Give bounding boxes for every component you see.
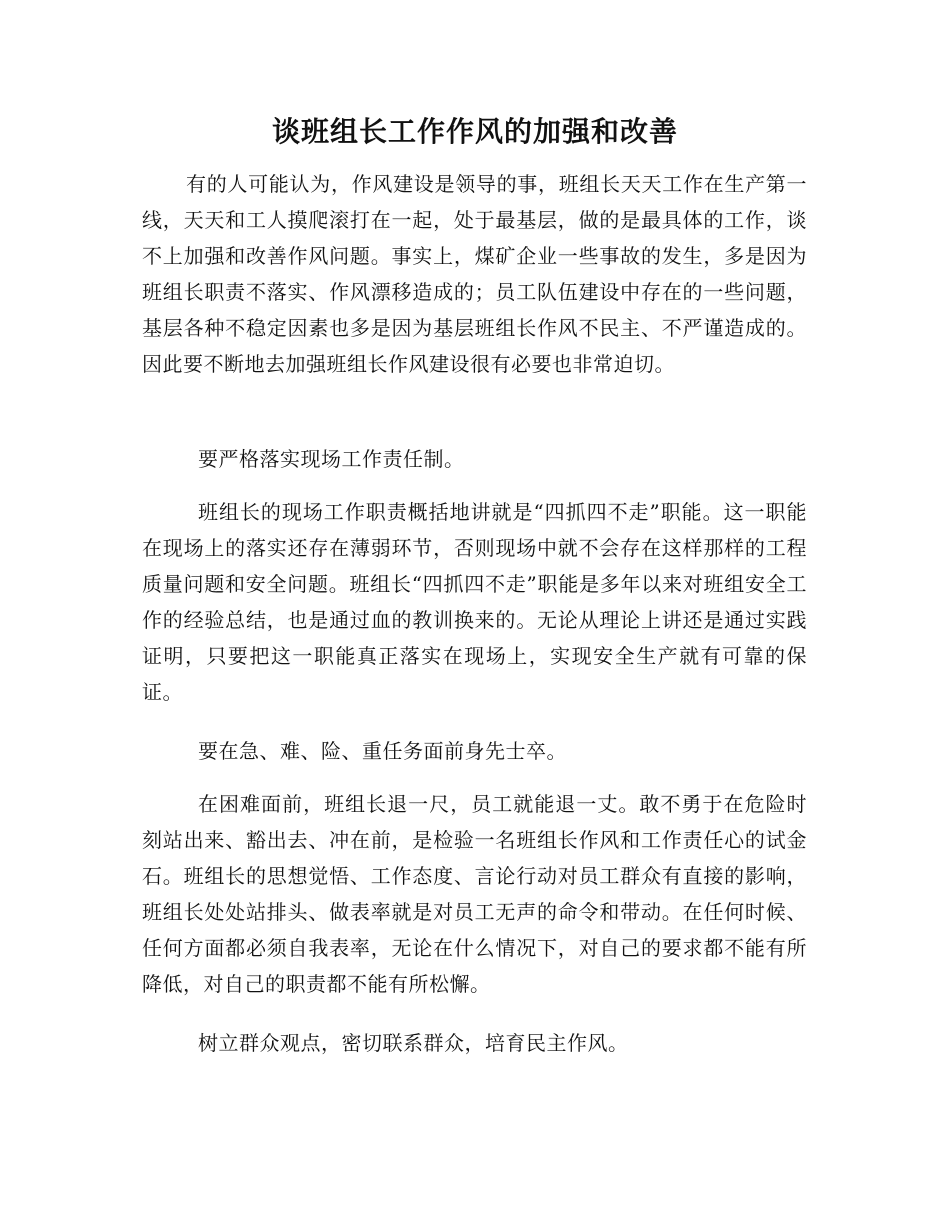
paragraph-heading-lead-by-example: 要在急、难、险、重任务面前身先士卒。: [198, 739, 567, 763]
paragraph-heading-responsibility: 要严格落实现场工作责任制。: [198, 447, 465, 471]
paragraph-lead-by-example-body: 在困难面前，班组长退一尺，员工就能退一丈。敢不勇于在危险时刻站出来、豁出去、冲在前，是检验一名班组长作风和工作责任心的试金石。班组长的思想觉悟、工作态度、言论行动对员工群众有直接的影响，班组长处处站排头、做表率就是对员工无声的命令和带动。在任何时候、任何方面都必须自我表率，无论在什么情况下，对自己的要求都不能有所降低，对自己的职责都不能有所松懈。: [142, 792, 807, 996]
paragraph-intro: 有的人可能认为，作风建设是领导的事，班组长天天工作在生产第一线，天天和工人摸爬滚打在一起，处于最基层，做的是最具体的工作，谈不上加强和改善作风问题。事实上，煤矿企业一些事故的发生，多是因为班组长职责不落实、作风漂移造成的；员工队伍建设中存在的一些问题，基层各种不稳定因素也多是因为基层班组长作风不民主、不严谨造成的。因此要不断地去加强班组长作风建设很有必要也非常迫切。: [142, 172, 807, 376]
paragraph-responsibility-body: 班组长的现场工作职责概括地讲就是“四抓四不走”职能。这一职能在现场上的落实还存在薄弱环节，否则现场中就不会存在这样那样的工程质量问题和安全问题。班组长“四抓四不走”职能是多年以来对班组安全工作的经验总结，也是通过血的教训换来的。无论从理论上讲还是通过实践证明，只要把这一职能真正落实在现场上，实现安全生产就有可靠的保证。: [142, 500, 807, 704]
document-title: 谈班组长工作作风的加强和改善: [271, 115, 678, 148]
paragraph-heading-mass-line: 树立群众观点，密切联系群众，培育民主作风。: [198, 1031, 629, 1055]
